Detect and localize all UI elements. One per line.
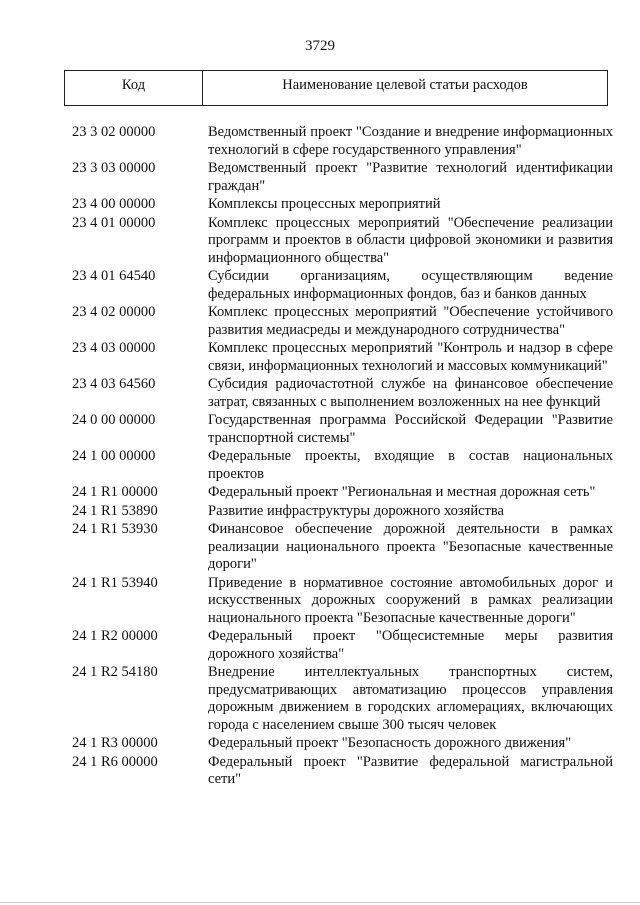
row-name: Федеральные проекты, входящие в состав национальных проектов [208, 448, 613, 482]
row-name: Федеральный проект "Развитие федеральной магистральной сети" [208, 753, 613, 787]
row-name: Комплекс процессных мероприятий "Обеспечение реализации программ и проектов в области цифровой экономики и развития информационного общества" [208, 214, 613, 266]
budget-items-list [0, 124, 640, 790]
header-name-label: Наименование целевой статьи расходов [282, 77, 528, 93]
row-name: Комплексы процессных мероприятий [208, 196, 441, 212]
row-code: 24 1 R6 00000 [72, 753, 158, 770]
table-row [0, 484, 640, 502]
row-code: 24 1 R2 00000 [72, 628, 158, 644]
row-code: 23 4 03 64560 [72, 376, 156, 392]
header-code-label: Код [65, 71, 203, 105]
row-code: 23 4 02 00000 [72, 304, 156, 320]
page-bottom-edge [0, 902, 640, 903]
page-number: 3729 [305, 38, 335, 54]
row-code: 24 1 R1 53940 [72, 574, 158, 591]
row-name: Государственная программа Российской Федерации "Развитие транспортной системы" [208, 412, 613, 446]
row-code: 24 0 00 00000 [72, 412, 156, 428]
row-code: 23 3 02 00000 [72, 124, 156, 140]
row-code: 24 1 00 00000 [72, 448, 156, 464]
row-name: Субсидии организациям, осуществляющим ведение федеральных информационных фондов, баз и банков данных [208, 268, 613, 302]
table-row [0, 521, 640, 574]
table-row [0, 215, 640, 268]
row-name: Финансовое обеспечение дорожной деятельности в рамках реализации национального проекта "Безопасные качественные дороги" [208, 521, 613, 572]
table-row [0, 664, 640, 734]
row-name: Комплекс процессных мероприятий "Обеспечение устойчивого развития медиасреды и международного сотрудничества" [208, 304, 613, 338]
table-row [0, 340, 640, 375]
table-row [0, 196, 640, 214]
row-name: Федеральный проект "Региональная и местная дорожная сеть" [208, 484, 596, 500]
row-code: 24 1 R1 53930 [72, 521, 158, 537]
table-row [0, 575, 640, 628]
row-code: 23 4 00 00000 [72, 196, 156, 212]
row-code: 23 4 01 64540 [72, 268, 156, 284]
row-code: 24 1 R1 53890 [72, 502, 158, 519]
table-row [0, 628, 640, 663]
row-name: Внедрение интеллектуальных транспортных систем, предусматривающих автоматизацию процессов управления дорожным движением в городских агломерациях, включающих города с населением свыше 300 тысяч человек [208, 664, 613, 733]
row-name: Развитие инфраструктуры дорожного хозяйства [208, 502, 504, 519]
row-code: 24 1 R2 54180 [72, 664, 158, 680]
row-code: 24 1 R3 00000 [72, 735, 158, 751]
table-row [0, 412, 640, 447]
table-header [64, 70, 608, 106]
row-name: Субсидия радиочастотной службе на финансовое обеспечение затрат, связанных с выполнением возложенных на нее функций [208, 376, 613, 410]
row-name: Ведомственный проект "Развитие технологий идентификации граждан" [208, 160, 613, 194]
table-row [0, 304, 640, 339]
row-name: Комплекс процессных мероприятий "Контроль и надзор в сфере связи, информационных технологий и массовых коммуникаций" [208, 340, 613, 374]
table-row [0, 160, 640, 195]
row-name: Приведение в нормативное состояние автомобильных дорог и искусственных дорожных сооружений в рамках реализации национального проекта "Безопасные качественные дороги" [208, 574, 613, 626]
table-row [0, 503, 640, 521]
table-row [0, 124, 640, 159]
row-name: Федеральный проект "Общесистемные меры развития дорожного хозяйства" [208, 628, 613, 662]
row-code: 23 4 01 00000 [72, 214, 156, 231]
table-row [0, 448, 640, 483]
table-row [0, 754, 640, 789]
table-row [0, 268, 640, 303]
row-name: Ведомственный проект "Создание и внедрение информационных технологий в сфере государственного управления" [208, 124, 613, 158]
row-name: Федеральный проект "Безопасность дорожного движения" [208, 735, 572, 751]
table-row [0, 376, 640, 411]
table-row [0, 735, 640, 753]
row-code: 23 4 03 00000 [72, 340, 156, 356]
row-code: 23 3 03 00000 [72, 160, 156, 176]
row-code: 24 1 R1 00000 [72, 484, 158, 500]
